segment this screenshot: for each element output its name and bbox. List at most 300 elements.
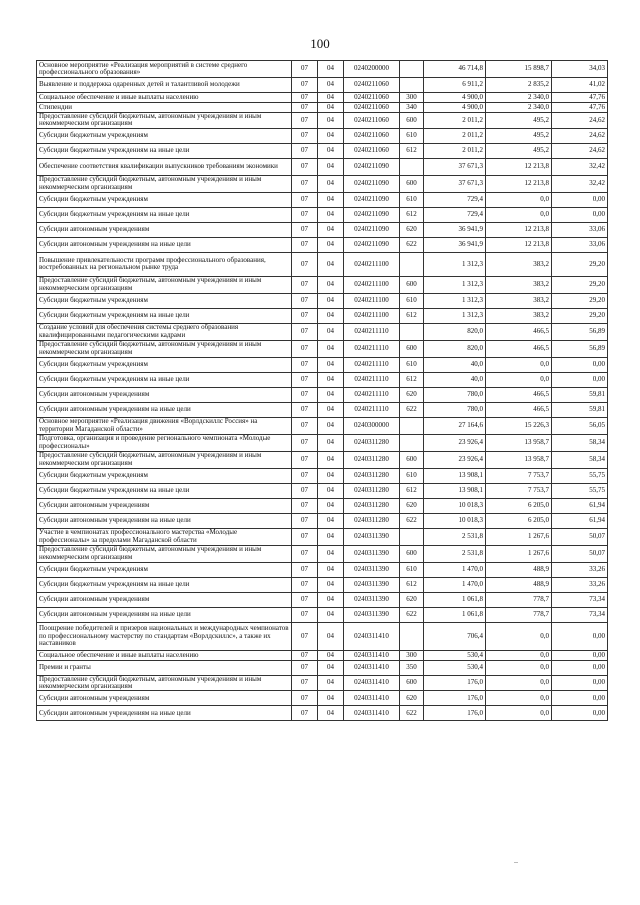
- row-plan-amount: 40,0: [424, 372, 486, 387]
- row-percent: 33,06: [552, 222, 608, 237]
- row-target-article: 0240311410: [344, 660, 400, 675]
- row-plan-amount: 13 908,1: [424, 483, 486, 498]
- row-name: Субсидии автономным учреждениям: [37, 222, 292, 237]
- row-section: 07: [292, 434, 318, 451]
- table-row: [37, 387, 608, 402]
- row-target-article: 0240211100: [344, 308, 400, 323]
- row-executed-amount: 15 226,3: [486, 417, 552, 434]
- row-subsection: 04: [318, 128, 344, 143]
- row-executed-amount: 0,0: [486, 675, 552, 691]
- row-target-article: 0240211060: [344, 113, 400, 129]
- row-expense-type: 600: [400, 113, 424, 129]
- row-section: 07: [292, 293, 318, 308]
- row-section: 07: [292, 417, 318, 434]
- row-percent: 0,00: [552, 675, 608, 691]
- row-section: 07: [292, 308, 318, 323]
- table-row: [37, 175, 608, 192]
- row-executed-amount: 488,9: [486, 562, 552, 577]
- row-executed-amount: 13 958,7: [486, 451, 552, 468]
- row-target-article: 0240211110: [344, 323, 400, 340]
- table-row: [37, 276, 608, 293]
- row-expense-type: 300: [400, 650, 424, 660]
- row-executed-amount: 495,2: [486, 113, 552, 129]
- row-plan-amount: 1 470,0: [424, 577, 486, 592]
- row-executed-amount: 0,0: [486, 622, 552, 650]
- row-plan-amount: 729,4: [424, 192, 486, 207]
- row-target-article: 0240211110: [344, 402, 400, 417]
- row-executed-amount: 466,5: [486, 340, 552, 357]
- row-name: Выявление и поддержка одаренных детей и талантливой молодежи: [37, 78, 292, 93]
- row-plan-amount: 1 470,0: [424, 562, 486, 577]
- table-row: [37, 93, 608, 103]
- row-name: Предоставление субсидий бюджетным, автономным учреждениям и иным некоммерческим организациям: [37, 675, 292, 691]
- row-subsection: 04: [318, 451, 344, 468]
- table-row: [37, 192, 608, 207]
- row-executed-amount: 0,0: [486, 357, 552, 372]
- row-percent: 32,42: [552, 175, 608, 192]
- row-percent: 0,00: [552, 192, 608, 207]
- row-target-article: 0240311410: [344, 650, 400, 660]
- table-row: [37, 545, 608, 562]
- row-section: 07: [292, 128, 318, 143]
- table-row: [37, 468, 608, 483]
- row-executed-amount: 1 267,6: [486, 545, 552, 562]
- row-plan-amount: 13 908,1: [424, 468, 486, 483]
- row-plan-amount: 36 941,9: [424, 237, 486, 252]
- row-plan-amount: 1 061,8: [424, 592, 486, 607]
- row-subsection: 04: [318, 207, 344, 222]
- table-row: [37, 340, 608, 357]
- row-name: Субсидии автономным учреждениям на иные цели: [37, 513, 292, 528]
- row-target-article: 0240311390: [344, 607, 400, 622]
- row-expense-type: 622: [400, 706, 424, 721]
- row-expense-type: 612: [400, 308, 424, 323]
- row-plan-amount: 780,0: [424, 402, 486, 417]
- row-subsection: 04: [318, 61, 344, 78]
- row-executed-amount: 15 898,7: [486, 61, 552, 78]
- row-executed-amount: 495,2: [486, 143, 552, 158]
- row-name: Премии и гранты: [37, 660, 292, 675]
- row-target-article: 0240211060: [344, 93, 400, 103]
- row-section: 07: [292, 192, 318, 207]
- row-executed-amount: 0,0: [486, 207, 552, 222]
- row-expense-type: 612: [400, 483, 424, 498]
- row-executed-amount: 0,0: [486, 660, 552, 675]
- row-plan-amount: 6 911,2: [424, 78, 486, 93]
- row-plan-amount: 2 531,8: [424, 545, 486, 562]
- row-subsection: 04: [318, 308, 344, 323]
- table-row: [37, 691, 608, 706]
- row-subsection: 04: [318, 252, 344, 276]
- row-name: Основное мероприятие «Реализация мероприятий в системе среднего профессионального образования»: [37, 61, 292, 78]
- row-plan-amount: 820,0: [424, 340, 486, 357]
- row-plan-amount: 23 926,4: [424, 451, 486, 468]
- row-name: Поощрение победителей и призеров национальных и международных чемпионатов по профессиональному мастерству по стандартам «Ворлдскиллс», а также их наставников: [37, 622, 292, 650]
- row-target-article: 0240311410: [344, 706, 400, 721]
- row-section: 07: [292, 622, 318, 650]
- table-row: [37, 323, 608, 340]
- row-section: 07: [292, 577, 318, 592]
- row-executed-amount: 383,2: [486, 276, 552, 293]
- table-row: [37, 113, 608, 129]
- table-row: [37, 562, 608, 577]
- row-plan-amount: 176,0: [424, 675, 486, 691]
- row-percent: 0,00: [552, 660, 608, 675]
- row-target-article: 0240200000: [344, 61, 400, 78]
- row-name: Субсидии автономным учреждениям: [37, 498, 292, 513]
- row-expense-type: 600: [400, 340, 424, 357]
- row-percent: 58,34: [552, 451, 608, 468]
- row-subsection: 04: [318, 143, 344, 158]
- row-expense-type: 622: [400, 607, 424, 622]
- row-percent: 29,20: [552, 276, 608, 293]
- row-percent: 0,00: [552, 622, 608, 650]
- row-expense-type: 610: [400, 468, 424, 483]
- table-row: [37, 483, 608, 498]
- row-target-article: 0240211060: [344, 78, 400, 93]
- row-expense-type: 620: [400, 592, 424, 607]
- row-expense-type: 620: [400, 222, 424, 237]
- row-target-article: 0240300000: [344, 417, 400, 434]
- row-subsection: 04: [318, 417, 344, 434]
- row-section: 07: [292, 650, 318, 660]
- row-percent: 50,07: [552, 528, 608, 545]
- row-expense-type: [400, 323, 424, 340]
- row-expense-type: 610: [400, 128, 424, 143]
- row-target-article: 0240311390: [344, 545, 400, 562]
- row-plan-amount: 176,0: [424, 706, 486, 721]
- row-section: 07: [292, 175, 318, 192]
- row-executed-amount: 0,0: [486, 691, 552, 706]
- row-percent: 58,34: [552, 434, 608, 451]
- row-executed-amount: 778,7: [486, 607, 552, 622]
- row-plan-amount: 23 926,4: [424, 434, 486, 451]
- row-section: 07: [292, 468, 318, 483]
- row-name: Подготовка, организация и проведение регионального чемпионата «Молодые профессионалы»: [37, 434, 292, 451]
- row-target-article: 0240211090: [344, 175, 400, 192]
- row-executed-amount: 12 213,8: [486, 175, 552, 192]
- row-section: 07: [292, 513, 318, 528]
- row-percent: 0,00: [552, 372, 608, 387]
- row-target-article: 0240211090: [344, 158, 400, 175]
- row-target-article: 0240211060: [344, 128, 400, 143]
- row-executed-amount: 6 205,0: [486, 513, 552, 528]
- row-percent: 24,62: [552, 113, 608, 129]
- row-target-article: 0240211060: [344, 103, 400, 113]
- row-target-article: 0240211100: [344, 252, 400, 276]
- row-plan-amount: 2 011,2: [424, 113, 486, 129]
- row-name: Предоставление субсидий бюджетным, автономным учреждениям и иным некоммерческим организациям: [37, 276, 292, 293]
- row-target-article: 0240211110: [344, 357, 400, 372]
- row-expense-type: [400, 434, 424, 451]
- row-plan-amount: 10 018,3: [424, 498, 486, 513]
- table-row: [37, 706, 608, 721]
- row-subsection: 04: [318, 387, 344, 402]
- row-plan-amount: 729,4: [424, 207, 486, 222]
- row-subsection: 04: [318, 192, 344, 207]
- row-name: Субсидии автономным учреждениям на иные цели: [37, 237, 292, 252]
- row-name: Субсидии бюджетным учреждениям на иные цели: [37, 577, 292, 592]
- row-percent: 56,89: [552, 323, 608, 340]
- row-section: 07: [292, 93, 318, 103]
- table-row: [37, 143, 608, 158]
- row-percent: 29,20: [552, 252, 608, 276]
- row-executed-amount: 7 753,7: [486, 483, 552, 498]
- row-section: 07: [292, 113, 318, 129]
- row-executed-amount: 0,0: [486, 706, 552, 721]
- row-target-article: 0240311390: [344, 562, 400, 577]
- row-name: Субсидии бюджетным учреждениям: [37, 293, 292, 308]
- row-plan-amount: 1 312,3: [424, 276, 486, 293]
- row-percent: 56,05: [552, 417, 608, 434]
- table-row: [37, 528, 608, 545]
- row-expense-type: 300: [400, 93, 424, 103]
- row-executed-amount: 488,9: [486, 577, 552, 592]
- row-expense-type: 620: [400, 691, 424, 706]
- row-name: Предоставление субсидий бюджетным, автономным учреждениям и иным некоммерческим организациям: [37, 175, 292, 192]
- row-executed-amount: 12 213,8: [486, 222, 552, 237]
- table-row: [37, 451, 608, 468]
- row-expense-type: 622: [400, 402, 424, 417]
- row-expense-type: 620: [400, 387, 424, 402]
- table-row: [37, 622, 608, 650]
- row-percent: 33,06: [552, 237, 608, 252]
- row-percent: 59,81: [552, 402, 608, 417]
- table-row: [37, 158, 608, 175]
- row-subsection: 04: [318, 402, 344, 417]
- row-section: 07: [292, 372, 318, 387]
- row-expense-type: 600: [400, 675, 424, 691]
- row-subsection: 04: [318, 357, 344, 372]
- row-expense-type: [400, 528, 424, 545]
- row-name: Предоставление субсидий бюджетным, автономным учреждениям и иным некоммерческим организациям: [37, 113, 292, 129]
- row-percent: 0,00: [552, 691, 608, 706]
- row-name: Субсидии бюджетным учреждениям: [37, 192, 292, 207]
- row-section: 07: [292, 357, 318, 372]
- row-subsection: 04: [318, 103, 344, 113]
- row-percent: 59,81: [552, 387, 608, 402]
- table-row: [37, 607, 608, 622]
- row-name: Социальное обеспечение и иные выплаты населению: [37, 93, 292, 103]
- row-expense-type: 600: [400, 451, 424, 468]
- row-executed-amount: 466,5: [486, 323, 552, 340]
- row-name: Стипендии: [37, 103, 292, 113]
- table-row: [37, 78, 608, 93]
- row-percent: 47,76: [552, 103, 608, 113]
- row-section: 07: [292, 691, 318, 706]
- row-section: 07: [292, 207, 318, 222]
- row-percent: 50,07: [552, 545, 608, 562]
- row-target-article: 0240211090: [344, 222, 400, 237]
- table-row: [37, 357, 608, 372]
- table-row: [37, 103, 608, 113]
- row-subsection: 04: [318, 660, 344, 675]
- table-row: [37, 434, 608, 451]
- row-name: Субсидии автономным учреждениям на иные цели: [37, 706, 292, 721]
- row-percent: 29,20: [552, 308, 608, 323]
- row-target-article: 0240311280: [344, 498, 400, 513]
- row-percent: 24,62: [552, 143, 608, 158]
- row-section: 07: [292, 451, 318, 468]
- row-percent: 55,75: [552, 483, 608, 498]
- row-percent: 41,02: [552, 78, 608, 93]
- row-executed-amount: 7 753,7: [486, 468, 552, 483]
- row-expense-type: 620: [400, 498, 424, 513]
- row-expense-type: 612: [400, 207, 424, 222]
- row-name: Предоставление субсидий бюджетным, автономным учреждениям и иным некоммерческим организациям: [37, 545, 292, 562]
- row-executed-amount: 0,0: [486, 192, 552, 207]
- row-target-article: 0240211100: [344, 276, 400, 293]
- row-section: 07: [292, 276, 318, 293]
- table-row: [37, 61, 608, 78]
- table-row: [37, 293, 608, 308]
- row-subsection: 04: [318, 498, 344, 513]
- row-section: 07: [292, 592, 318, 607]
- row-executed-amount: 12 213,8: [486, 237, 552, 252]
- row-expense-type: 612: [400, 372, 424, 387]
- row-subsection: 04: [318, 483, 344, 498]
- row-subsection: 04: [318, 513, 344, 528]
- row-subsection: 04: [318, 592, 344, 607]
- row-section: 07: [292, 607, 318, 622]
- row-target-article: 0240311280: [344, 434, 400, 451]
- row-expense-type: 612: [400, 143, 424, 158]
- row-plan-amount: 1 312,3: [424, 293, 486, 308]
- row-executed-amount: 2 340,0: [486, 93, 552, 103]
- row-target-article: 0240311410: [344, 675, 400, 691]
- table-row: [37, 308, 608, 323]
- row-target-article: 0240311280: [344, 468, 400, 483]
- row-subsection: 04: [318, 468, 344, 483]
- row-target-article: 0240311390: [344, 592, 400, 607]
- row-section: 07: [292, 340, 318, 357]
- row-subsection: 04: [318, 607, 344, 622]
- row-percent: 61,94: [552, 513, 608, 528]
- row-expense-type: [400, 252, 424, 276]
- row-expense-type: 610: [400, 562, 424, 577]
- row-subsection: 04: [318, 340, 344, 357]
- row-percent: 33,26: [552, 562, 608, 577]
- row-plan-amount: 530,4: [424, 650, 486, 660]
- row-subsection: 04: [318, 675, 344, 691]
- row-subsection: 04: [318, 323, 344, 340]
- row-plan-amount: 10 018,3: [424, 513, 486, 528]
- row-subsection: 04: [318, 93, 344, 103]
- row-executed-amount: 383,2: [486, 308, 552, 323]
- row-expense-type: 610: [400, 357, 424, 372]
- row-plan-amount: 36 941,9: [424, 222, 486, 237]
- row-executed-amount: 13 958,7: [486, 434, 552, 451]
- row-section: 07: [292, 222, 318, 237]
- row-executed-amount: 6 205,0: [486, 498, 552, 513]
- row-expense-type: 622: [400, 513, 424, 528]
- row-section: 07: [292, 143, 318, 158]
- row-percent: 0,00: [552, 357, 608, 372]
- row-executed-amount: 383,2: [486, 252, 552, 276]
- row-section: 07: [292, 78, 318, 93]
- row-plan-amount: 530,4: [424, 660, 486, 675]
- row-subsection: 04: [318, 113, 344, 129]
- row-expense-type: 600: [400, 545, 424, 562]
- row-percent: 24,62: [552, 128, 608, 143]
- row-expense-type: 612: [400, 577, 424, 592]
- row-expense-type: 600: [400, 276, 424, 293]
- row-plan-amount: 37 671,3: [424, 175, 486, 192]
- row-section: 07: [292, 675, 318, 691]
- row-target-article: 0240311280: [344, 451, 400, 468]
- row-name: Субсидии автономным учреждениям: [37, 691, 292, 706]
- row-executed-amount: 12 213,8: [486, 158, 552, 175]
- table-body: [37, 61, 608, 721]
- row-name: Предоставление субсидий бюджетным, автономным учреждениям и иным некоммерческим организациям: [37, 451, 292, 468]
- row-name: Создание условий для обеспечения системы среднего образования квалифицированными педагогическими кадрами: [37, 323, 292, 340]
- row-section: 07: [292, 158, 318, 175]
- row-subsection: 04: [318, 276, 344, 293]
- row-subsection: 04: [318, 372, 344, 387]
- row-target-article: 0240211100: [344, 293, 400, 308]
- row-name: Субсидии автономным учреждениям: [37, 592, 292, 607]
- row-plan-amount: 2 011,2: [424, 128, 486, 143]
- row-name: Субсидии бюджетным учреждениям: [37, 357, 292, 372]
- row-name: Социальное обеспечение и иные выплаты населению: [37, 650, 292, 660]
- row-subsection: 04: [318, 237, 344, 252]
- row-percent: 55,75: [552, 468, 608, 483]
- row-name: Предоставление субсидий бюджетным, автономным учреждениям и иным некоммерческим организациям: [37, 340, 292, 357]
- row-name: Субсидии бюджетным учреждениям: [37, 562, 292, 577]
- row-target-article: 0240211110: [344, 372, 400, 387]
- table-row: [37, 592, 608, 607]
- table-row: [37, 372, 608, 387]
- row-expense-type: [400, 417, 424, 434]
- row-percent: 73,34: [552, 592, 608, 607]
- row-executed-amount: 778,7: [486, 592, 552, 607]
- row-expense-type: 610: [400, 192, 424, 207]
- row-expense-type: 340: [400, 103, 424, 113]
- row-target-article: 0240311410: [344, 622, 400, 650]
- row-section: 07: [292, 483, 318, 498]
- row-name: Основное мероприятие «Реализация движения «Ворлдскиллс Россия» на территории Магаданской области»: [37, 417, 292, 434]
- row-plan-amount: 2 011,2: [424, 143, 486, 158]
- row-plan-amount: 4 900,0: [424, 93, 486, 103]
- row-name: Субсидии бюджетным учреждениям: [37, 468, 292, 483]
- page-number: 100: [310, 36, 330, 51]
- row-subsection: 04: [318, 175, 344, 192]
- row-percent: 0,00: [552, 207, 608, 222]
- row-plan-amount: 1 061,8: [424, 607, 486, 622]
- row-name: Субсидии бюджетным учреждениям на иные цели: [37, 143, 292, 158]
- row-section: 07: [292, 252, 318, 276]
- row-expense-type: [400, 622, 424, 650]
- table-row: [37, 498, 608, 513]
- row-plan-amount: 706,4: [424, 622, 486, 650]
- row-target-article: 0240311280: [344, 483, 400, 498]
- row-section: 07: [292, 103, 318, 113]
- row-subsection: 04: [318, 158, 344, 175]
- row-target-article: 0240211110: [344, 340, 400, 357]
- row-executed-amount: 2 340,0: [486, 103, 552, 113]
- table-row: [37, 577, 608, 592]
- row-plan-amount: 4 900,0: [424, 103, 486, 113]
- row-section: 07: [292, 61, 318, 78]
- row-name: Субсидии бюджетным учреждениям на иные цели: [37, 372, 292, 387]
- table-row: [37, 237, 608, 252]
- row-name: Повышение привлекательности программ профессионального образования, востребованных на региональном рынке труда: [37, 252, 292, 276]
- row-plan-amount: 176,0: [424, 691, 486, 706]
- row-percent: 56,89: [552, 340, 608, 357]
- row-target-article: 0240211060: [344, 143, 400, 158]
- row-section: 07: [292, 237, 318, 252]
- row-percent: 32,42: [552, 158, 608, 175]
